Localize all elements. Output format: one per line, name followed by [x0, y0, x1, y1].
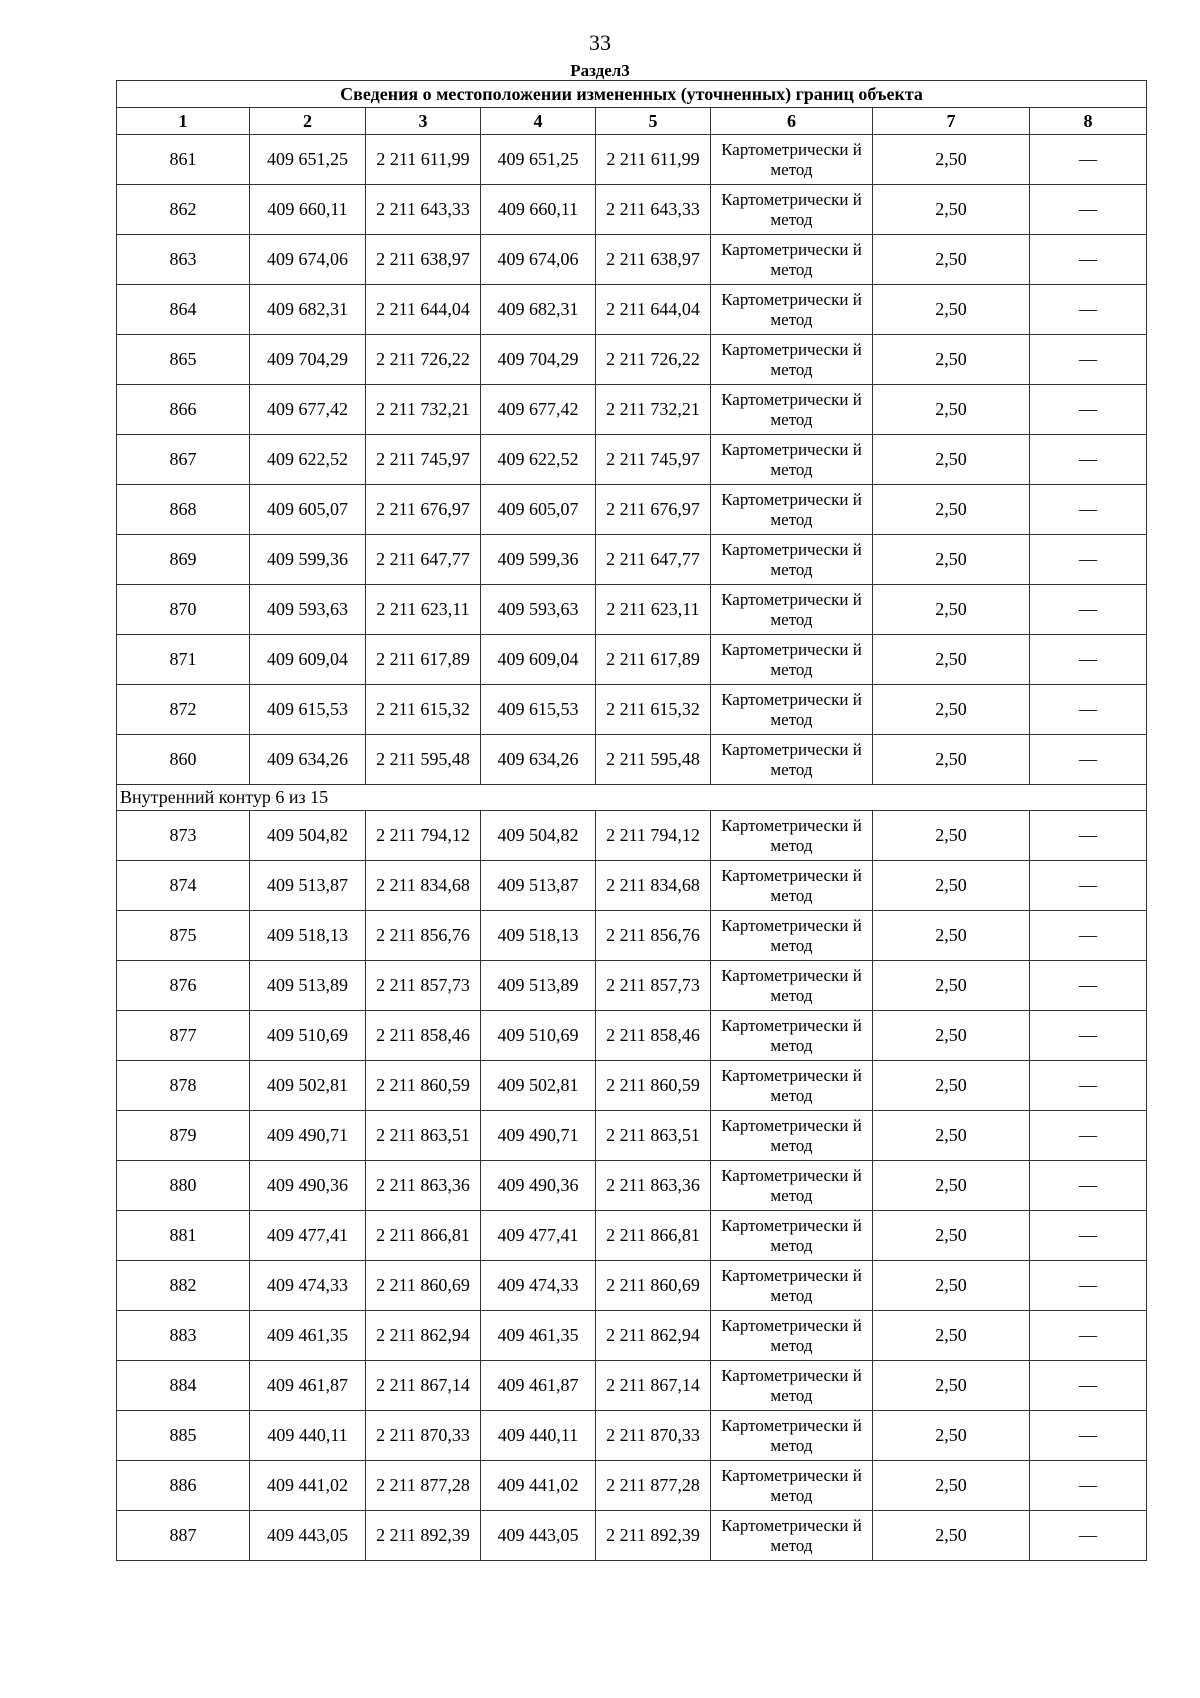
y-cell: 2 211 867,14 [366, 1361, 481, 1411]
accuracy-cell: 2,50 [873, 1111, 1030, 1161]
x-cell: 409 502,81 [250, 1061, 366, 1111]
x-cell: 409 609,04 [250, 635, 366, 685]
x-new-cell: 409 593,63 [481, 585, 596, 635]
method-cell: Картометрически й метод [711, 1011, 873, 1061]
x-cell: 409 461,87 [250, 1361, 366, 1411]
method-cell: Картометрически й метод [711, 1511, 873, 1561]
method-cell: Картометрически й метод [711, 1211, 873, 1261]
point-number-cell: 880 [117, 1161, 250, 1211]
accuracy-cell: 2,50 [873, 585, 1030, 635]
y-cell: 2 211 858,46 [366, 1011, 481, 1061]
table-row [117, 585, 1147, 635]
accuracy-cell: 2,50 [873, 385, 1030, 435]
y-new-cell: 2 211 863,51 [596, 1111, 711, 1161]
x-new-cell: 409 504,82 [481, 811, 596, 861]
table-row [117, 1261, 1147, 1311]
description-cell: — [1030, 635, 1147, 685]
description-cell: — [1030, 685, 1147, 735]
table-row [117, 385, 1147, 435]
method-cell: Картометрически й метод [711, 135, 873, 185]
x-cell: 409 677,42 [250, 385, 366, 435]
description-cell: — [1030, 1011, 1147, 1061]
y-new-cell: 2 211 862,94 [596, 1311, 711, 1361]
x-new-cell: 409 502,81 [481, 1061, 596, 1111]
table-title: Сведения о местоположении измененных (уточненных) границ объекта [117, 81, 1147, 108]
description-cell: — [1030, 535, 1147, 585]
accuracy-cell: 2,50 [873, 1361, 1030, 1411]
x-new-cell: 409 704,29 [481, 335, 596, 385]
x-cell: 409 443,05 [250, 1511, 366, 1561]
x-cell: 409 490,36 [250, 1161, 366, 1211]
x-new-cell: 409 622,52 [481, 435, 596, 485]
x-new-cell: 409 609,04 [481, 635, 596, 685]
y-cell: 2 211 866,81 [366, 1211, 481, 1261]
description-cell: — [1030, 1211, 1147, 1261]
description-cell: — [1030, 1161, 1147, 1211]
accuracy-cell: 2,50 [873, 735, 1030, 785]
table-row [117, 235, 1147, 285]
method-cell: Картометрически й метод [711, 285, 873, 335]
column-number: 3 [366, 108, 481, 135]
y-new-cell: 2 211 834,68 [596, 861, 711, 911]
y-new-cell: 2 211 732,21 [596, 385, 711, 435]
y-new-cell: 2 211 726,22 [596, 335, 711, 385]
point-number-cell: 870 [117, 585, 250, 635]
column-number: 6 [711, 108, 873, 135]
point-number-cell: 881 [117, 1211, 250, 1261]
y-new-cell: 2 211 870,33 [596, 1411, 711, 1461]
x-new-cell: 409 660,11 [481, 185, 596, 235]
description-cell: — [1030, 285, 1147, 335]
description-cell: — [1030, 235, 1147, 285]
point-number-cell: 885 [117, 1411, 250, 1461]
accuracy-cell: 2,50 [873, 535, 1030, 585]
y-new-cell: 2 211 595,48 [596, 735, 711, 785]
description-cell: — [1030, 185, 1147, 235]
page-number: 33 [589, 30, 611, 55]
x-cell: 409 634,26 [250, 735, 366, 785]
method-cell: Картометрически й метод [711, 535, 873, 585]
table-row [117, 1211, 1147, 1261]
y-new-cell: 2 211 745,97 [596, 435, 711, 485]
y-cell: 2 211 726,22 [366, 335, 481, 385]
column-number: 1 [117, 108, 250, 135]
y-new-cell: 2 211 856,76 [596, 911, 711, 961]
column-number: 8 [1030, 108, 1147, 135]
accuracy-cell: 2,50 [873, 1411, 1030, 1461]
accuracy-cell: 2,50 [873, 335, 1030, 385]
contour-subtitle: Внутренний контур 6 из 15 [117, 785, 1147, 811]
x-cell: 409 622,52 [250, 435, 366, 485]
x-new-cell: 409 651,25 [481, 135, 596, 185]
accuracy-cell: 2,50 [873, 135, 1030, 185]
y-cell: 2 211 863,36 [366, 1161, 481, 1211]
description-cell: — [1030, 1511, 1147, 1561]
accuracy-cell: 2,50 [873, 685, 1030, 735]
method-cell: Картометрически й метод [711, 861, 873, 911]
table-row [117, 135, 1147, 185]
y-new-cell: 2 211 611,99 [596, 135, 711, 185]
method-cell: Картометрически й метод [711, 1061, 873, 1111]
table-row [117, 1461, 1147, 1511]
x-cell: 409 474,33 [250, 1261, 366, 1311]
x-new-cell: 409 605,07 [481, 485, 596, 535]
y-cell: 2 211 863,51 [366, 1111, 481, 1161]
description-cell: — [1030, 1111, 1147, 1161]
y-cell: 2 211 870,33 [366, 1411, 481, 1461]
y-new-cell: 2 211 857,73 [596, 961, 711, 1011]
y-cell: 2 211 834,68 [366, 861, 481, 911]
y-new-cell: 2 211 644,04 [596, 285, 711, 335]
y-new-cell: 2 211 617,89 [596, 635, 711, 685]
y-cell: 2 211 862,94 [366, 1311, 481, 1361]
x-cell: 409 660,11 [250, 185, 366, 235]
x-new-cell: 409 510,69 [481, 1011, 596, 1061]
point-number-cell: 874 [117, 861, 250, 911]
x-cell: 409 441,02 [250, 1461, 366, 1511]
x-cell: 409 504,82 [250, 811, 366, 861]
x-cell: 409 440,11 [250, 1411, 366, 1461]
description-cell: — [1030, 961, 1147, 1011]
x-new-cell: 409 634,26 [481, 735, 596, 785]
table-title-row [117, 81, 1147, 108]
x-new-cell: 409 490,36 [481, 1161, 596, 1211]
description-cell: — [1030, 735, 1147, 785]
description-cell: — [1030, 1261, 1147, 1311]
accuracy-cell: 2,50 [873, 1461, 1030, 1511]
y-new-cell: 2 211 647,77 [596, 535, 711, 585]
description-cell: — [1030, 385, 1147, 435]
point-number-cell: 873 [117, 811, 250, 861]
accuracy-cell: 2,50 [873, 811, 1030, 861]
y-new-cell: 2 211 794,12 [596, 811, 711, 861]
table-row [117, 1411, 1147, 1461]
method-cell: Картометрически й метод [711, 485, 873, 535]
y-cell: 2 211 617,89 [366, 635, 481, 685]
method-cell: Картометрически й метод [711, 1461, 873, 1511]
y-cell: 2 211 856,76 [366, 911, 481, 961]
y-new-cell: 2 211 866,81 [596, 1211, 711, 1261]
method-cell: Картометрически й метод [711, 1411, 873, 1461]
accuracy-cell: 2,50 [873, 1061, 1030, 1111]
table-row [117, 811, 1147, 861]
x-cell: 409 651,25 [250, 135, 366, 185]
x-new-cell: 409 518,13 [481, 911, 596, 961]
contour-subtitle-row [117, 785, 1147, 811]
y-new-cell: 2 211 643,33 [596, 185, 711, 235]
y-cell: 2 211 644,04 [366, 285, 481, 335]
y-cell: 2 211 794,12 [366, 811, 481, 861]
accuracy-cell: 2,50 [873, 1011, 1030, 1061]
y-new-cell: 2 211 615,32 [596, 685, 711, 735]
table-body [117, 81, 1147, 1561]
accuracy-cell: 2,50 [873, 435, 1030, 485]
method-cell: Картометрически й метод [711, 435, 873, 485]
y-new-cell: 2 211 877,28 [596, 1461, 711, 1511]
y-cell: 2 211 860,59 [366, 1061, 481, 1111]
table-row [117, 1011, 1147, 1061]
y-new-cell: 2 211 676,97 [596, 485, 711, 535]
x-cell: 409 461,35 [250, 1311, 366, 1361]
y-cell: 2 211 732,21 [366, 385, 481, 435]
coordinates-table [116, 80, 1147, 1561]
point-number-cell: 862 [117, 185, 250, 235]
y-cell: 2 211 860,69 [366, 1261, 481, 1311]
y-new-cell: 2 211 860,69 [596, 1261, 711, 1311]
y-cell: 2 211 892,39 [366, 1511, 481, 1561]
table-row [117, 635, 1147, 685]
table-row [117, 685, 1147, 735]
x-new-cell: 409 682,31 [481, 285, 596, 335]
x-new-cell: 409 677,42 [481, 385, 596, 435]
table-row [117, 535, 1147, 585]
point-number-cell: 865 [117, 335, 250, 385]
point-number-cell: 871 [117, 635, 250, 685]
method-cell: Картометрически й метод [711, 635, 873, 685]
method-cell: Картометрически й метод [711, 385, 873, 435]
y-cell: 2 211 643,33 [366, 185, 481, 235]
description-cell: — [1030, 135, 1147, 185]
column-number-row [117, 108, 1147, 135]
method-cell: Картометрически й метод [711, 335, 873, 385]
accuracy-cell: 2,50 [873, 185, 1030, 235]
y-new-cell: 2 211 860,59 [596, 1061, 711, 1111]
table-row [117, 861, 1147, 911]
x-cell: 409 674,06 [250, 235, 366, 285]
x-new-cell: 409 474,33 [481, 1261, 596, 1311]
description-cell: — [1030, 1361, 1147, 1411]
x-new-cell: 409 477,41 [481, 1211, 596, 1261]
description-cell: — [1030, 1461, 1147, 1511]
x-cell: 409 510,69 [250, 1011, 366, 1061]
description-cell: — [1030, 861, 1147, 911]
description-cell: — [1030, 585, 1147, 635]
x-cell: 409 704,29 [250, 335, 366, 385]
table-row [117, 1061, 1147, 1111]
point-number-cell: 868 [117, 485, 250, 535]
point-number-cell: 876 [117, 961, 250, 1011]
y-cell: 2 211 611,99 [366, 135, 481, 185]
description-cell: — [1030, 1311, 1147, 1361]
description-cell: — [1030, 911, 1147, 961]
x-cell: 409 615,53 [250, 685, 366, 735]
accuracy-cell: 2,50 [873, 1311, 1030, 1361]
point-number-cell: 884 [117, 1361, 250, 1411]
description-cell: — [1030, 811, 1147, 861]
x-new-cell: 409 513,89 [481, 961, 596, 1011]
method-cell: Картометрически й метод [711, 911, 873, 961]
x-cell: 409 605,07 [250, 485, 366, 535]
y-cell: 2 211 857,73 [366, 961, 481, 1011]
x-cell: 409 682,31 [250, 285, 366, 335]
point-number-cell: 866 [117, 385, 250, 435]
point-number-cell: 887 [117, 1511, 250, 1561]
x-new-cell: 409 513,87 [481, 861, 596, 911]
x-new-cell: 409 490,71 [481, 1111, 596, 1161]
y-cell: 2 211 676,97 [366, 485, 481, 535]
accuracy-cell: 2,50 [873, 1511, 1030, 1561]
point-number-cell: 872 [117, 685, 250, 735]
point-number-cell: 869 [117, 535, 250, 585]
y-cell: 2 211 595,48 [366, 735, 481, 785]
point-number-cell: 878 [117, 1061, 250, 1111]
y-new-cell: 2 211 863,36 [596, 1161, 711, 1211]
method-cell: Картометрически й метод [711, 1361, 873, 1411]
x-new-cell: 409 441,02 [481, 1461, 596, 1511]
y-cell: 2 211 623,11 [366, 585, 481, 635]
point-number-cell: 864 [117, 285, 250, 335]
table-row [117, 1311, 1147, 1361]
method-cell: Картометрически й метод [711, 235, 873, 285]
point-number-cell: 886 [117, 1461, 250, 1511]
description-cell: — [1030, 435, 1147, 485]
x-new-cell: 409 615,53 [481, 685, 596, 735]
x-new-cell: 409 461,35 [481, 1311, 596, 1361]
point-number-cell: 863 [117, 235, 250, 285]
column-number: 4 [481, 108, 596, 135]
x-new-cell: 409 599,36 [481, 535, 596, 585]
table-row [117, 1511, 1147, 1561]
y-cell: 2 211 638,97 [366, 235, 481, 285]
y-new-cell: 2 211 858,46 [596, 1011, 711, 1061]
point-number-cell: 883 [117, 1311, 250, 1361]
column-number: 7 [873, 108, 1030, 135]
x-cell: 409 513,87 [250, 861, 366, 911]
table-row [117, 961, 1147, 1011]
accuracy-cell: 2,50 [873, 285, 1030, 335]
method-cell: Картометрически й метод [711, 1261, 873, 1311]
point-number-cell: 875 [117, 911, 250, 961]
table-row [117, 1161, 1147, 1211]
y-cell: 2 211 615,32 [366, 685, 481, 735]
point-number-cell: 879 [117, 1111, 250, 1161]
y-new-cell: 2 211 892,39 [596, 1511, 711, 1561]
method-cell: Картометрически й метод [711, 185, 873, 235]
accuracy-cell: 2,50 [873, 861, 1030, 911]
description-cell: — [1030, 1411, 1147, 1461]
point-number-cell: 877 [117, 1011, 250, 1061]
table-row [117, 185, 1147, 235]
table-row [117, 1361, 1147, 1411]
x-cell: 409 518,13 [250, 911, 366, 961]
point-number-cell: 882 [117, 1261, 250, 1311]
column-number: 2 [250, 108, 366, 135]
x-cell: 409 513,89 [250, 961, 366, 1011]
point-number-cell: 861 [117, 135, 250, 185]
table-row [117, 735, 1147, 785]
accuracy-cell: 2,50 [873, 911, 1030, 961]
x-cell: 409 477,41 [250, 1211, 366, 1261]
y-new-cell: 2 211 623,11 [596, 585, 711, 635]
point-number-cell: 867 [117, 435, 250, 485]
method-cell: Картометрически й метод [711, 1311, 873, 1361]
y-cell: 2 211 877,28 [366, 1461, 481, 1511]
section-title: Раздел3 [570, 61, 630, 80]
accuracy-cell: 2,50 [873, 1261, 1030, 1311]
table-row [117, 335, 1147, 385]
point-number-cell: 860 [117, 735, 250, 785]
accuracy-cell: 2,50 [873, 1161, 1030, 1211]
y-cell: 2 211 647,77 [366, 535, 481, 585]
x-cell: 409 593,63 [250, 585, 366, 635]
accuracy-cell: 2,50 [873, 235, 1030, 285]
accuracy-cell: 2,50 [873, 961, 1030, 1011]
x-cell: 409 490,71 [250, 1111, 366, 1161]
method-cell: Картометрически й метод [711, 685, 873, 735]
description-cell: — [1030, 1061, 1147, 1111]
x-new-cell: 409 461,87 [481, 1361, 596, 1411]
table-row [117, 285, 1147, 335]
accuracy-cell: 2,50 [873, 1211, 1030, 1261]
method-cell: Картометрически й метод [711, 1161, 873, 1211]
method-cell: Картометрически й метод [711, 1111, 873, 1161]
accuracy-cell: 2,50 [873, 635, 1030, 685]
table-row [117, 435, 1147, 485]
description-cell: — [1030, 335, 1147, 385]
method-cell: Картометрически й метод [711, 811, 873, 861]
description-cell: — [1030, 485, 1147, 535]
x-cell: 409 599,36 [250, 535, 366, 585]
table-row [117, 911, 1147, 961]
table-row [117, 485, 1147, 535]
x-new-cell: 409 674,06 [481, 235, 596, 285]
accuracy-cell: 2,50 [873, 485, 1030, 535]
method-cell: Картометрически й метод [711, 961, 873, 1011]
table-row [117, 1111, 1147, 1161]
x-new-cell: 409 440,11 [481, 1411, 596, 1461]
y-new-cell: 2 211 638,97 [596, 235, 711, 285]
x-new-cell: 409 443,05 [481, 1511, 596, 1561]
y-cell: 2 211 745,97 [366, 435, 481, 485]
method-cell: Картометрически й метод [711, 735, 873, 785]
column-number: 5 [596, 108, 711, 135]
y-new-cell: 2 211 867,14 [596, 1361, 711, 1411]
method-cell: Картометрически й метод [711, 585, 873, 635]
